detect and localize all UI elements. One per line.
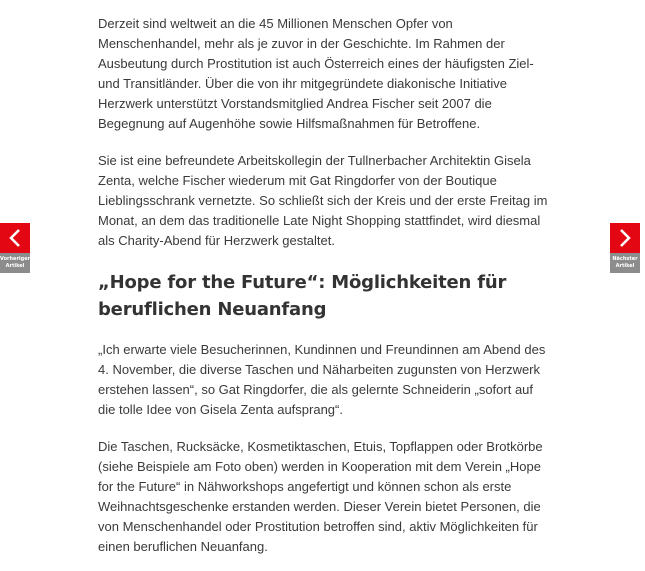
chevron-left-icon [7,228,23,248]
article-paragraph: Derzeit sind weltweit an die 45 Millionen Menschen Opfer von Menschenhandel, mehr als je zuvor in der Geschichte. Im Rahmen der Ausbeutung durch Prostitution ist auch Österreich eines der häufigsten Ziel- und Transitländer. Über die von ihr mitgegründete diakonische Initiative Herzwerk unterstützt Vorstandsmitglied Andrea Fischer seit 2007 die Begegnung auf Augenhöhe sowie Hilfsmaßnahmen für Betroffene. [98,16,534,131]
next-article-nav[interactable] [610,223,640,273]
previous-article-label-line1: Vorheriger [0,256,31,262]
article-paragraph: „Ich erwarte viele Besucherinnen, Kundinnen und Freundinnen am Abend des 4. November, die diverse Taschen und Näharbeiten zugunsten von Herzwerk erstehen lassen“, so Gat Ringdorfer, die als gelernte Schneiderin „sofort auf die tolle Idee von Gisela Zenta aufsprang“. [98,342,546,417]
next-article-label-line2: Artikel [615,263,635,269]
section-heading: „Hope for the Future“: Möglichkeiten für beruflichen Neuanfang [98,272,507,320]
previous-article-nav[interactable] [0,223,30,273]
next-article-label[interactable] [610,253,640,273]
article-paragraph: Die Taschen, Rucksäcke, Kosmetiktaschen, Etuis, Topflappen oder Brotkörbe (siehe Beispiele am Foto oben) werden in Kooperation mit dem Verein „Hope for the Future“ in Nähworkshops angefertigt und können schon als erste Weihnachtsgeschenke erstanden werden. Dieser Verein bietet Personen, die von Menschenhandel oder Prostitution betroffen sind, aktiv Möglichkeiten für einen beruflichen Neuanfang. [98,439,543,554]
next-article-label-line1: Nächster [612,256,638,262]
chevron-right-icon [617,228,633,248]
article-paragraph: Sie ist eine befreundete Arbeitskollegin der Tullnerbacher Architektin Gisela Zenta, welche Fischer wiederum mit Gat Ringdorfer von der Boutique Lieblingsschrank vernetzte. So schließt sich der Kreis und der erste Freitag im Monat, an dem das traditionelle Late Night Shopping stattfindet, wird diesmal als Charity-Abend für Herzwerk gestaltet. [98,153,548,248]
article-body [98,14,548,557]
previous-article-label-line2: Artikel [5,263,25,269]
next-article-button[interactable] [610,223,640,253]
previous-article-button[interactable] [0,223,30,253]
previous-article-label[interactable] [0,253,30,273]
